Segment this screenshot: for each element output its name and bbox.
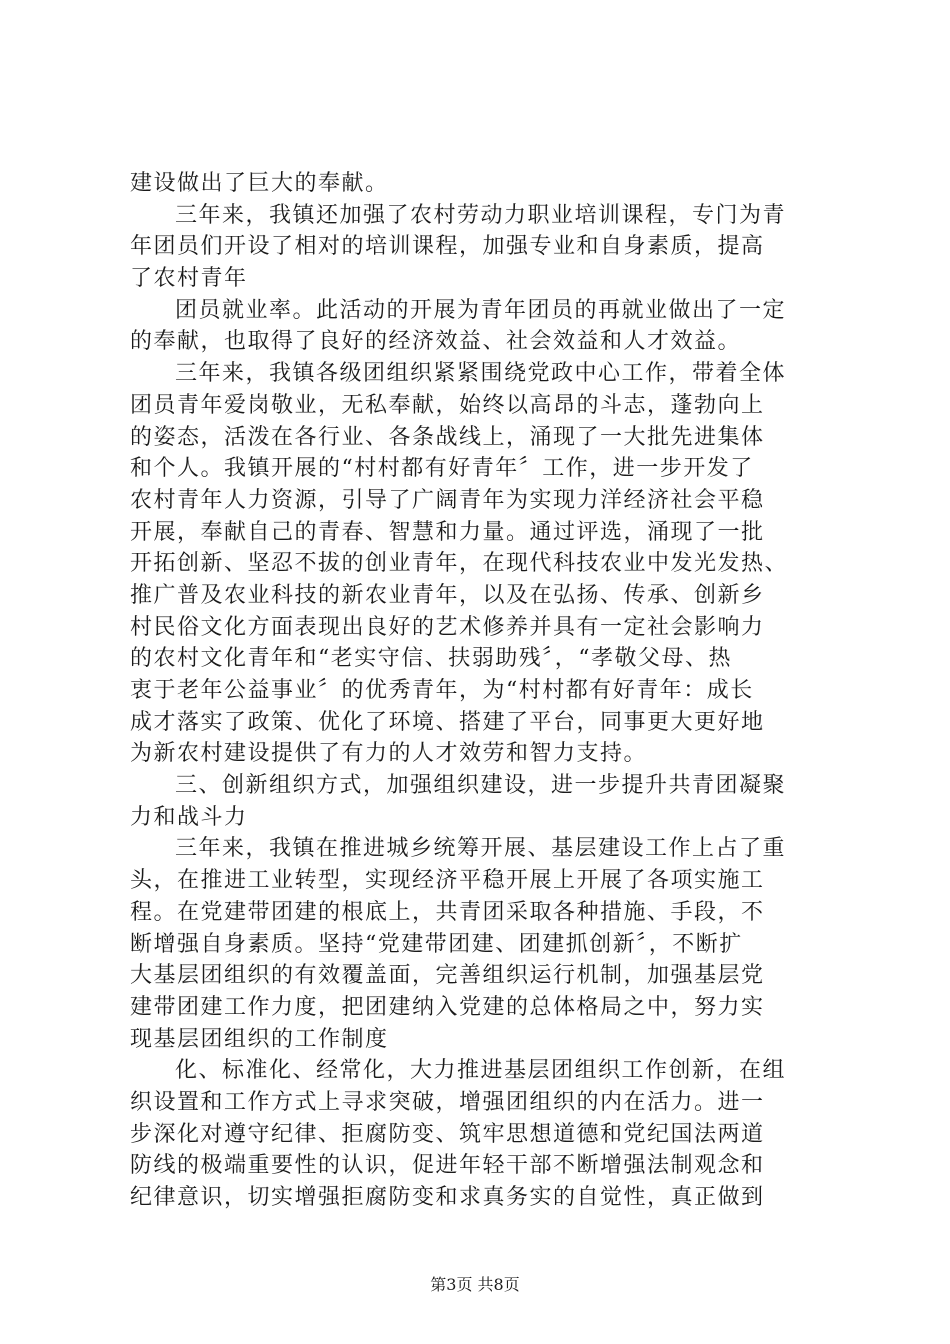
text-line: 纪律意识，切实增强拒腐防变和求真务实的自觉性，真正做到 bbox=[130, 1185, 765, 1210]
text-line: 的奉献，也取得了良好的经济效益、社会效益和人才效益。 bbox=[130, 329, 742, 355]
text-line: 三年来，我镇还加强了农村劳动力职业培训课程，专门为青 bbox=[175, 202, 787, 228]
text-line: 的姿态，活泼在各行业、各条战线上，涌现了一大批先进集体 bbox=[130, 424, 765, 450]
text-line: 和个人。我镇开展的“村村都有好青年〞工作，进一步开发了 bbox=[130, 456, 754, 482]
text-line: 农村青年人力资源，引导了广阔青年为实现力洋经济社会平稳 bbox=[130, 487, 765, 513]
document-body bbox=[130, 168, 830, 1214]
page-footer: 第3页 共8页 bbox=[430, 1275, 520, 1294]
text-line: 建设做出了巨大的奉献。 bbox=[130, 171, 389, 196]
text-line: 村民俗文化方面表现出良好的艺术修养并具有一定社会影响力 bbox=[130, 614, 765, 640]
text-line: 现基层团组织的工作制度 bbox=[130, 1026, 389, 1052]
text-line: 力和战斗力 bbox=[130, 804, 248, 830]
text-line: 推广普及农业科技的新农业青年，以及在弘扬、传承、创新乡 bbox=[130, 582, 765, 608]
text-line: 三年来，我镇各级团组织紧紧围绕党政中心工作，带着全体 bbox=[175, 361, 787, 387]
text-line: 化、标准化、经常化，大力推进基层团组织工作创新，在组 bbox=[175, 1058, 787, 1084]
text-line: 年团员们开设了相对的培训课程，加强专业和自身素质，提高 bbox=[130, 234, 765, 260]
text-line: 开拓创新、坚忍不拔的创业青年，在现代科技农业中发光发热、 bbox=[130, 551, 789, 577]
text-line: 头，在推进工业转型，实现经济平稳开展上开展了各项实施工 bbox=[130, 868, 765, 894]
text-line: 防线的极端重要性的认识，促进年轻干部不断增强法制观念和 bbox=[130, 1153, 765, 1179]
text-line: 团员就业率。此活动的开展为青年团员的再就业做出了一定 bbox=[175, 297, 787, 323]
text-line: 程。在党建带团建的根底上，共青团采取各种措施、手段，不 bbox=[130, 899, 765, 925]
text-line: 织设置和工作方式上寻求突破，增强团组织的内在活力。进一 bbox=[130, 1089, 765, 1115]
text-line: 团员青年爱岗敬业，无私奉献，始终以高昂的斗志，蓬勃向上 bbox=[130, 392, 765, 418]
text-line: 的农村文化青年和“老实守信、扶弱助残〞，“孝敬父母、热 bbox=[130, 646, 732, 672]
text-line: 建带团建工作力度，把团建纳入党建的总体格局之中，努力实 bbox=[130, 994, 765, 1020]
text-line: 断增强自身素质。坚持“党建带团建、团建抓创新〞，不断扩 bbox=[130, 931, 743, 957]
text-line: 大基层团组织的有效覆盖面，完善组织运行机制，加强基层党 bbox=[130, 963, 765, 989]
text-line: 三年来，我镇在推进城乡统筹开展、基层建设工作上占了重 bbox=[175, 836, 787, 862]
text-line: 了农村青年 bbox=[130, 266, 248, 292]
text-line: 开展，奉献自己的青春、智慧和力量。通过评选，涌现了一批 bbox=[130, 519, 765, 545]
text-line: 成才落实了政策、优化了环境、搭建了平台，同事更大更好地 bbox=[130, 709, 765, 735]
text-line: 为新农村建设提供了有力的人才效劳和智力支持。 bbox=[130, 741, 648, 767]
text-line: 三、创新组织方式，加强组织建设，进一步提升共青团凝聚 bbox=[175, 773, 787, 799]
text-line: 步深化对遵守纪律、拒腐防变、筑牢思想道德和党纪国法两道 bbox=[130, 1121, 765, 1147]
text-line: 衷于老年公益事业〞的优秀青年，为“村村都有好青年：成长 bbox=[130, 678, 754, 703]
